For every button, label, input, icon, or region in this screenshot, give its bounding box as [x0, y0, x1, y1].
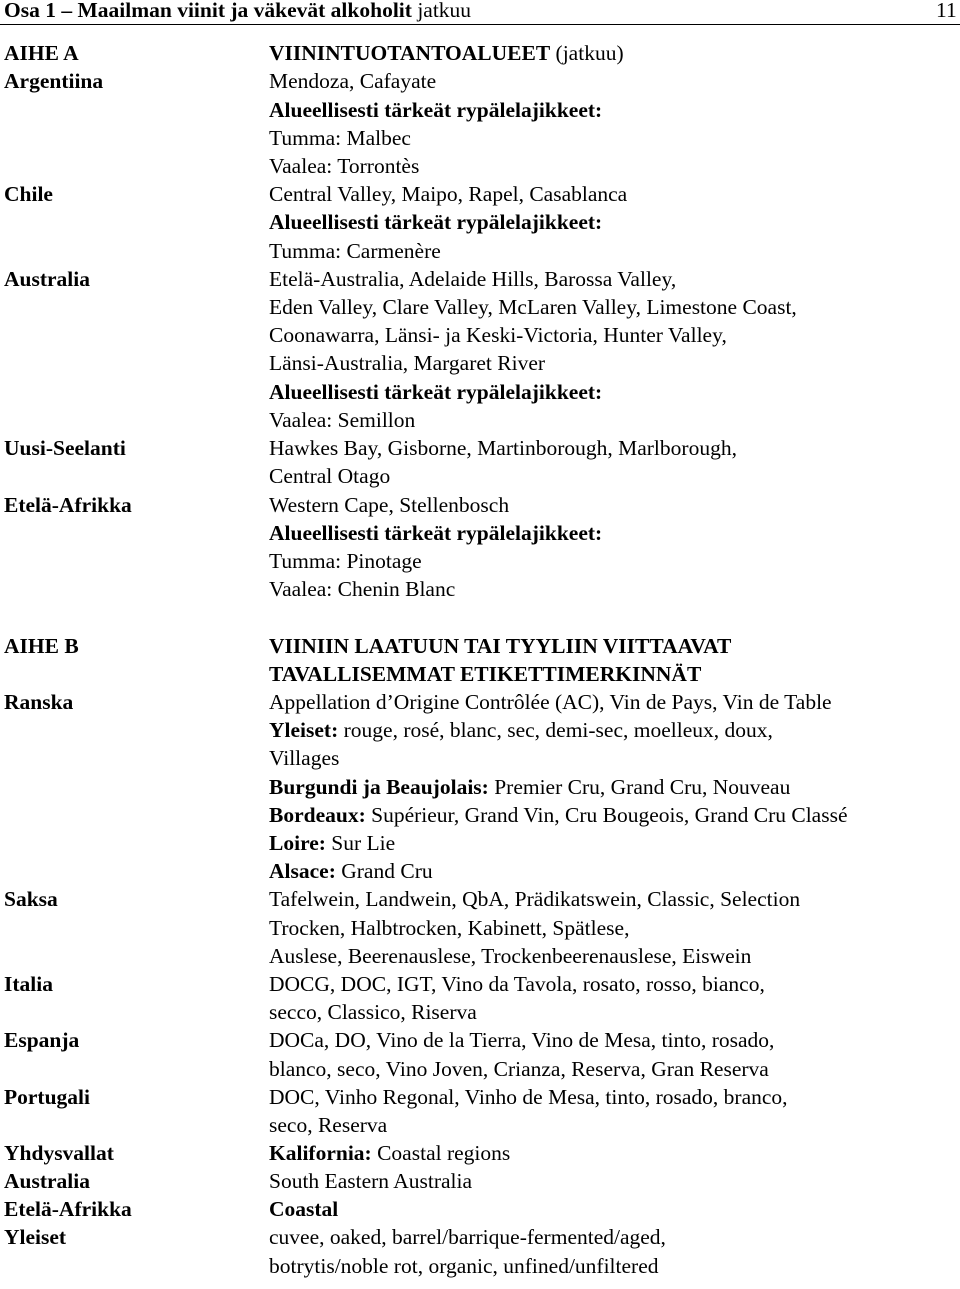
row-text-plain: Etelä-Australia, Adelaide Hills, Barossa Valley, [269, 267, 677, 291]
row-text [269, 408, 415, 433]
row-text [269, 464, 390, 489]
document-row [0, 323, 960, 351]
document-row [0, 521, 960, 549]
row-text-bold: Alueellisesti tärkeät rypälelajikkeet: [269, 98, 603, 122]
document-row [0, 775, 960, 803]
row-text [269, 1057, 769, 1082]
row-text [269, 521, 602, 546]
document-row [0, 944, 960, 972]
row-label: Yleiset [4, 1225, 67, 1249]
document-row [0, 126, 960, 154]
row-label: Australia [4, 1169, 90, 1193]
document-row [0, 1085, 960, 1113]
document-row [0, 1057, 960, 1085]
row-text-bold: Alsace: [269, 859, 336, 883]
row-text-plain: Premier Cru, Grand Cru, Nouveau [488, 775, 791, 799]
row-text [269, 295, 797, 320]
row-text-plain: Supérieur, Grand Vin, Cru Bougeois, Grand Cru Classé [365, 803, 848, 827]
document-row [0, 351, 960, 379]
document-row [0, 549, 960, 577]
row-text [269, 1085, 788, 1110]
document-row [0, 577, 960, 605]
row-text [269, 210, 602, 235]
row-text [269, 690, 832, 715]
row-label: Uusi-Seelanti [4, 436, 126, 460]
row-label: Italia [4, 972, 53, 996]
row-text-plain: Länsi-Australia, Margaret River [269, 351, 546, 375]
document-row [0, 239, 960, 267]
row-text-plain: Tafelwein, Landwein, QbA, Prädikatswein, Classic, Selection [269, 887, 801, 911]
row-text [269, 746, 339, 771]
document-row [0, 1113, 960, 1141]
document-row [0, 69, 960, 97]
document-row [0, 887, 960, 915]
row-text-bold: Alueellisesti tärkeät rypälelajikkeet: [269, 380, 603, 404]
row-text-bold: Kalifornia: [269, 1141, 372, 1165]
row-text-bold: Alueellisesti tärkeät rypälelajikkeet: [269, 210, 603, 234]
row-label: Argentiina [4, 69, 104, 93]
row-text-plain: Appellation d’Origine Contrôlée (AC), Vin de Pays, Vin de Table [269, 690, 832, 714]
row-label: Etelä-Afrikka [4, 1197, 132, 1221]
document-row [0, 1254, 960, 1282]
row-text [269, 634, 731, 659]
row-text [269, 1028, 774, 1053]
row-text-bold: VIININTUOTANTOALUEET [269, 41, 551, 65]
document-row [0, 1225, 960, 1253]
row-text-bold: Alueellisesti tärkeät rypälelajikkeet: [269, 521, 603, 545]
row-text [269, 887, 800, 912]
row-text-plain: Eden Valley, Clare Valley, McLaren Valley, Limestone Coast, [269, 295, 797, 319]
row-text-plain: cuvee, oaked, barrel/barrique-fermented/aged, [269, 1225, 666, 1249]
row-text-plain: (jatkuu) [550, 41, 624, 65]
document-row [0, 634, 960, 662]
row-text-plain: Vaalea: Torrontès [269, 154, 420, 178]
row-text-plain: Grand Cru [335, 859, 433, 883]
document-row [0, 1169, 960, 1197]
row-text [269, 577, 455, 602]
row-text-plain: Coonawarra, Länsi- ja Keski-Victoria, Hunter Valley, [269, 323, 727, 347]
row-text-plain: botrytis/noble rot, organic, unfined/unfiltered [269, 1254, 659, 1278]
header-title-rest: jatkuu [417, 0, 472, 22]
row-label: Portugali [4, 1085, 90, 1109]
row-text-bold: Bordeaux: [269, 803, 366, 827]
row-text-plain: Tumma: Malbec [269, 126, 411, 150]
row-text [269, 1141, 510, 1166]
row-text [269, 351, 545, 376]
row-text-plain: Central Otago [269, 464, 391, 488]
document-row [0, 380, 960, 408]
row-text [269, 98, 602, 123]
row-text-plain: rouge, rosé, blanc, sec, demi-sec, moelleux, doux, [338, 718, 773, 742]
row-text-plain: DOCa, DO, Vino de la Tierra, Vino de Mesa, tinto, rosado, [269, 1028, 775, 1052]
document-row [0, 154, 960, 182]
row-text [269, 916, 629, 941]
row-text [269, 182, 627, 207]
row-text-plain: Tumma: Carmenère [269, 239, 441, 263]
row-label: Chile [4, 182, 53, 206]
row-text [269, 1169, 472, 1194]
row-text [269, 239, 441, 264]
document-row [0, 267, 960, 295]
row-text [269, 972, 765, 997]
row-text-plain: Western Cape, Stellenbosch [269, 493, 510, 517]
document-row [0, 916, 960, 944]
document-row [0, 831, 960, 859]
document-row [0, 662, 960, 690]
row-text-bold: Burgundi ja Beaujolais: [269, 775, 489, 799]
row-text-plain: Coastal regions [371, 1141, 511, 1165]
document-row [0, 408, 960, 436]
row-text [269, 944, 751, 969]
row-label: Saksa [4, 887, 58, 911]
document-row [0, 690, 960, 718]
document-row [0, 210, 960, 238]
row-text [269, 1197, 338, 1222]
row-label: Yhdysvallat [4, 1141, 114, 1165]
row-text [269, 803, 847, 828]
document-row [0, 1000, 960, 1028]
row-text [269, 859, 433, 884]
row-text-plain: Central Valley, Maipo, Rapel, Casablanca [269, 182, 628, 206]
row-text-plain: Vaalea: Semillon [269, 408, 416, 432]
row-text [269, 718, 773, 743]
row-text [269, 154, 419, 179]
row-text [269, 1225, 666, 1250]
row-text-plain: Tumma: Pinotage [269, 549, 422, 573]
header-rule [0, 24, 960, 25]
document-row [0, 1197, 960, 1225]
document-row [0, 493, 960, 521]
document-row [0, 41, 960, 69]
row-text [269, 41, 624, 66]
row-text-plain: Trocken, Halbtrocken, Kabinett, Spätlese, [269, 916, 630, 940]
row-label: Etelä-Afrikka [4, 493, 132, 517]
row-text-plain: Hawkes Bay, Gisborne, Martinborough, Marlborough, [269, 436, 737, 460]
row-text [269, 267, 676, 292]
row-text [269, 1113, 387, 1138]
row-text-plain: South Eastern Australia [269, 1169, 473, 1193]
row-label: AIHE B [4, 634, 79, 658]
row-text-bold: Coastal [269, 1197, 339, 1221]
page-header [0, 0, 960, 24]
row-text-plain: DOC, Vinho Regonal, Vinho de Mesa, tinto, rosado, branco, [269, 1085, 788, 1109]
row-text [269, 662, 701, 687]
row-label: AIHE A [4, 41, 79, 65]
document-row [0, 972, 960, 1000]
document-row [0, 464, 960, 492]
row-text [269, 1000, 477, 1025]
row-text-plain: secco, Classico, Riserva [269, 1000, 477, 1024]
row-text-plain: Auslese, Beerenauslese, Trockenbeerenauslese, Eiswein [269, 944, 752, 968]
row-text-plain: blanco, seco, Vino Joven, Crianza, Reserva, Gran Reserva [269, 1057, 769, 1081]
row-text-bold: Yleiset: [269, 718, 339, 742]
header-title-bold: Osa 1 – Maailman viinit ja väkevät alkoholit [4, 0, 412, 22]
document-row [0, 295, 960, 323]
document-row [0, 859, 960, 887]
row-text [269, 69, 436, 94]
document-row [0, 98, 960, 126]
row-text [269, 1254, 659, 1279]
row-text [269, 380, 602, 405]
row-text [269, 831, 395, 856]
row-text-plain: DOCG, DOC, IGT, Vino da Tavola, rosato, rosso, bianco, [269, 972, 765, 996]
row-label: Australia [4, 267, 90, 291]
row-text-bold: TAVALLISEMMAT ETIKETTIMERKINNÄT [269, 662, 702, 686]
row-text [269, 323, 727, 348]
row-text [269, 549, 422, 574]
header-title [4, 0, 471, 23]
row-text-plain: Mendoza, Cafayate [269, 69, 437, 93]
row-text [269, 126, 411, 151]
row-text-plain: Vaalea: Chenin Blanc [269, 577, 456, 601]
document-row [0, 1141, 960, 1169]
row-label: Espanja [4, 1028, 80, 1052]
row-text [269, 493, 509, 518]
row-text-plain: Villages [269, 746, 340, 770]
document-row [0, 1028, 960, 1056]
row-text [269, 775, 790, 800]
row-text-plain: Sur Lie [325, 831, 396, 855]
page-number: 11 [936, 0, 957, 22]
row-text-plain: seco, Reserva [269, 1113, 388, 1137]
row-text-bold: Loire: [269, 831, 326, 855]
document-row [0, 718, 960, 746]
document-row [0, 436, 960, 464]
row-label: Ranska [4, 690, 74, 714]
document-row [0, 746, 960, 774]
document-row [0, 803, 960, 831]
row-text-bold: VIINIIN LAATUUN TAI TYYLIIN VIITTAAVAT [269, 634, 732, 658]
row-text [269, 436, 737, 461]
document-row [0, 182, 960, 210]
